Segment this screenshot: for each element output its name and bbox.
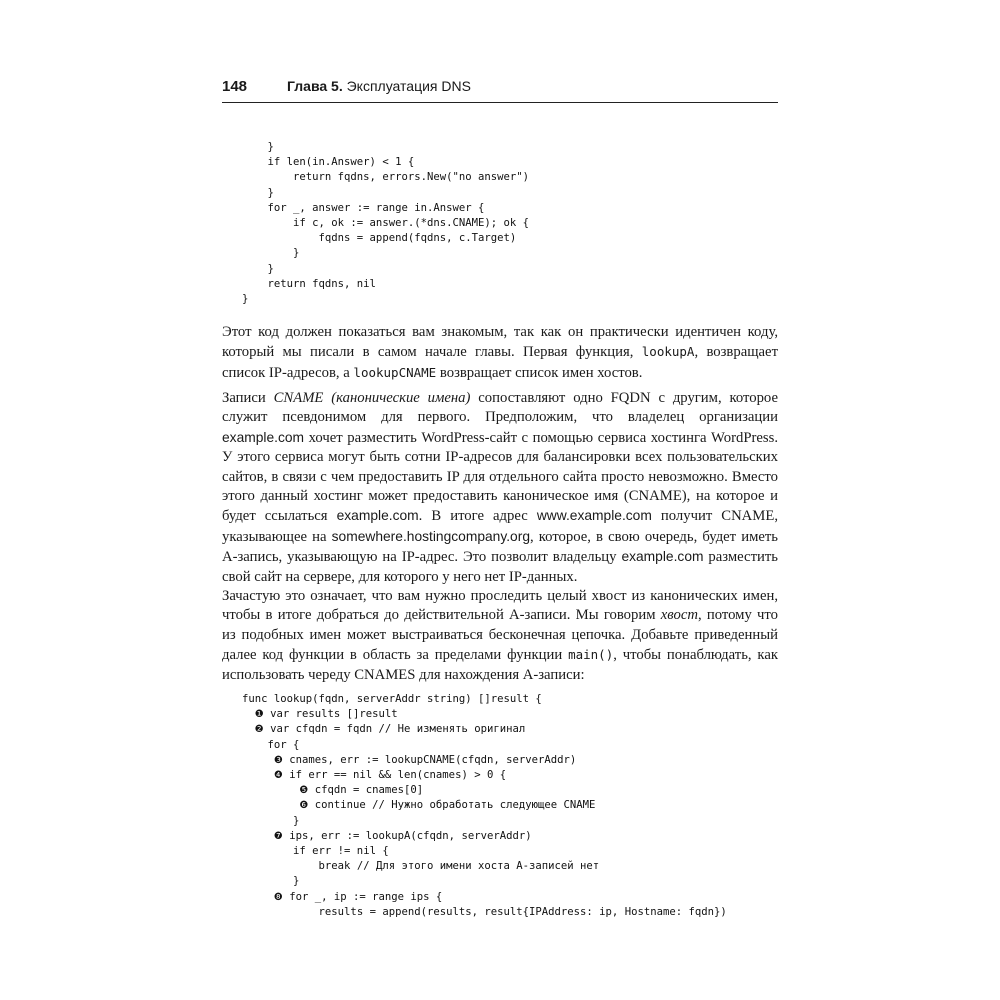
code-line bbox=[242, 739, 299, 751]
running-header bbox=[222, 78, 778, 103]
code-line bbox=[242, 875, 299, 887]
p2-domain: example.com bbox=[336, 508, 419, 524]
chapter-label: Глава 5. bbox=[287, 78, 343, 94]
code-line: } bbox=[242, 293, 249, 306]
p1-code-lookupCNAME: lookupCNAME bbox=[353, 364, 437, 380]
code-line: if len(in.Answer) < 1 { bbox=[242, 156, 415, 169]
code-line bbox=[242, 845, 389, 857]
code-text: cnames, err := lookupCNAME(cfqdn, serverAddr) bbox=[282, 753, 577, 766]
code-line: fqdns = append(fqdns, c.Target) bbox=[242, 232, 517, 245]
code-line: } bbox=[242, 262, 274, 275]
code-line bbox=[242, 906, 727, 918]
code-text: continue // Нужно обработать следующее CNAME bbox=[308, 799, 596, 812]
code-text: var results []result bbox=[263, 708, 398, 721]
p2-text: разместить свой сайт на сервере, для которого у него нет IP-данных. bbox=[222, 549, 778, 585]
code-text: for { bbox=[267, 738, 300, 751]
code-line: for _, answer := range in.Answer { bbox=[242, 201, 485, 214]
chapter-name: Эксплуатация DNS bbox=[342, 78, 471, 94]
code-line bbox=[242, 723, 525, 735]
code-listing-lookup bbox=[242, 692, 727, 920]
code-line: } bbox=[242, 141, 274, 153]
code-line: } bbox=[242, 186, 274, 199]
code-text: } bbox=[293, 814, 300, 827]
p3-code-main: main() bbox=[568, 647, 614, 663]
code-line: if c, ok := answer.(*dns.CNAME); ok { bbox=[242, 217, 530, 230]
callout-marker: ❺ bbox=[299, 785, 309, 797]
callout-marker: ❻ bbox=[299, 800, 309, 812]
code-line bbox=[242, 860, 599, 872]
code-text: if err != nil { bbox=[293, 845, 389, 858]
p3-emphasis: хвост bbox=[660, 607, 698, 624]
p2-emphasis: CNAME (канонические имена) bbox=[273, 390, 471, 406]
code-line bbox=[242, 799, 595, 811]
code-text: } bbox=[293, 875, 300, 888]
callout-marker: ❹ bbox=[273, 770, 283, 782]
code-text: if err == nil && len(cnames) > 0 { bbox=[282, 769, 507, 782]
code-text: func lookup(fqdn, serverAddr string) []result { bbox=[242, 693, 542, 705]
p2-domain: example.com bbox=[222, 429, 305, 445]
p3-text: , чтобы понаблюдать, как использовать череду CNAMES для нахождения A-записи: bbox=[222, 647, 778, 683]
code-text: break // Для этого имени хоста A-записей нет bbox=[318, 860, 600, 873]
p1-text: , возвращает список IP-адресов, а bbox=[222, 344, 778, 381]
callout-marker: ❷ bbox=[254, 724, 264, 736]
code-line bbox=[242, 769, 506, 781]
code-line bbox=[242, 830, 532, 842]
code-line bbox=[242, 754, 576, 766]
callout-marker: ❼ bbox=[273, 830, 283, 842]
code-line: } bbox=[242, 247, 300, 260]
p2-text: . В итоге адрес bbox=[418, 508, 537, 525]
p2-text: сопоставляют одно FQDN с другим, которое служит псевдонимом для первого. Предположим, что владелец организации bbox=[222, 390, 778, 426]
p2-domain: example.com bbox=[621, 549, 704, 565]
p1-code-lookupA: lookupA bbox=[641, 344, 695, 360]
code-text: for _, ip := range ips { bbox=[282, 890, 443, 903]
paragraph-2 bbox=[222, 389, 778, 587]
p1-text: Этот код должен показаться вам знакомым, так как он практически идентичен коду, который мы писали в самом начале главы. Первая функция, bbox=[222, 324, 778, 361]
chapter-title bbox=[287, 78, 471, 94]
callout-marker: ❸ bbox=[273, 754, 283, 766]
code-line bbox=[242, 815, 299, 827]
p3-text: , потому что из подобных имен может выстраиваться бесконечная цепочка. Добавьте приведенный далее код функции в область за пределами функции bbox=[222, 607, 778, 664]
paragraph-1 bbox=[222, 323, 778, 383]
code-text: ips, err := lookupA(cfqdn, serverAddr) bbox=[282, 829, 532, 842]
p2-domain: www.example.com bbox=[536, 508, 652, 524]
p2-text: Записи bbox=[222, 390, 274, 406]
p2-text: хочет разместить WordPress-сайт с помощью сервиса хостинга WordPress. У этого сервиса могут быть сотни IP-адресов для балансировки всех пользовательских сайтов, в связи с чем предоставить IP для отдельного сайта просто невозможно. Вместо этого данный хостинг может предоставить каноническое имя (CNAME), на которое и будет ссылаться bbox=[222, 429, 778, 525]
p2-domain: somewhere.hostingcompany.org bbox=[331, 528, 530, 544]
callout-marker: ❶ bbox=[254, 709, 264, 721]
code-listing-top bbox=[242, 140, 529, 307]
code-text: var cfqdn = fqdn // Не изменять оригинал bbox=[263, 723, 526, 736]
p3-text: Зачастую это означает, что вам нужно проследить целый хвост из канонических имен, чтобы в итоге добраться до действительной A-записи. Мы говорим bbox=[222, 588, 778, 624]
code-line bbox=[242, 891, 442, 903]
paragraph-3 bbox=[222, 587, 778, 685]
page-number: 148 bbox=[222, 78, 248, 95]
code-line bbox=[242, 708, 398, 720]
callout-marker: ❽ bbox=[273, 891, 283, 903]
p2-text: получит CNAME, указывающее на bbox=[222, 508, 778, 545]
p2-text: , которое, в свою очередь, будет иметь A-запись, указывающую на IP-адрес. Это позволит владельцу bbox=[222, 528, 778, 566]
code-line: return fqdns, nil bbox=[242, 277, 376, 290]
code-line: return fqdns, errors.New("no answer") bbox=[242, 171, 530, 184]
code-text: cfqdn = cnames[0] bbox=[308, 784, 424, 797]
code-line bbox=[242, 693, 542, 705]
code-line bbox=[242, 784, 423, 796]
code-text: results = append(results, result{IPAddress: ip, Hostname: fqdn}) bbox=[318, 905, 727, 918]
p1-text: возвращает список имен хостов. bbox=[436, 364, 643, 381]
